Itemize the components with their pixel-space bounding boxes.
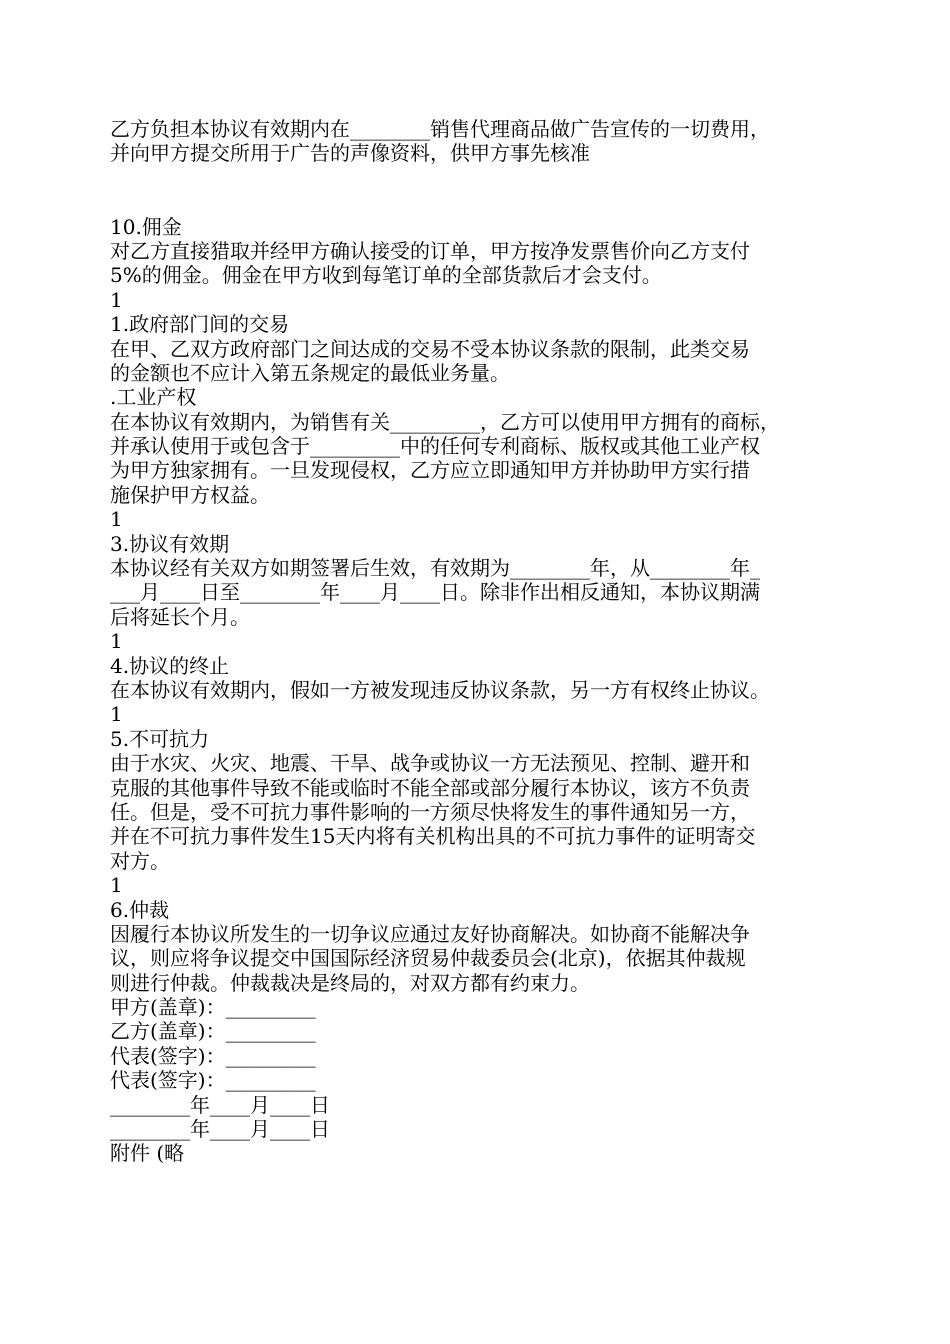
text-line: 由于水灾、火灾、地震、干旱、战争或协议一方无法预见、控制、避开和 bbox=[110, 751, 750, 776]
text-line: 5%的佣金。佣金在甲方收到每笔订单的全部货款后才会支付。 bbox=[110, 263, 662, 288]
section-heading: 5.不可抗力 bbox=[110, 726, 210, 751]
document-page bbox=[110, 117, 850, 1166]
attachment-note: 附件 (略 bbox=[110, 1141, 185, 1166]
text-line: 的金额也不应计入第五条规定的最低业务量。 bbox=[110, 360, 510, 385]
text-line: 克服的其他事件导致不能或临时不能全部或部分履行本协议，该方不负责 bbox=[110, 775, 750, 800]
text-line: 本协议经有关双方如期签署后生效，有效期为________年，从________年_ bbox=[110, 556, 760, 581]
section-heading: 1.政府部门间的交易 bbox=[110, 312, 290, 337]
text-line: 因履行本协议所发生的一切争议应通过友好协商解决。如协商不能解决争 bbox=[110, 921, 750, 946]
page-number-marker: 1 bbox=[110, 507, 123, 532]
section-heading: .工业产权 bbox=[110, 385, 197, 410]
text-line: 后将延长个月。 bbox=[110, 604, 250, 629]
text-line: 并向甲方提交所用于广告的声像资料，供甲方事先核准 bbox=[110, 141, 590, 166]
date-line: ________年____月____日 bbox=[110, 1092, 330, 1117]
text-line: 在本协议有效期内，为销售有关_________，乙方可以使用甲方拥有的商标， bbox=[110, 409, 780, 434]
text-line: 并承认使用于或包含于_________中的任何专利商标、版权或其他工业产权 bbox=[110, 434, 760, 459]
section-heading: 4.协议的终止 bbox=[110, 653, 230, 678]
signature-line-party-b: 乙方(盖章)：_________ bbox=[110, 1019, 316, 1044]
page-number-marker: 1 bbox=[110, 702, 123, 727]
section-heading: 3.协议有效期 bbox=[110, 531, 230, 556]
signature-line-representative: 代表(签字)：_________ bbox=[110, 1043, 316, 1068]
text-line: 乙方负担本协议有效期内在________销售代理商品做广告宣传的一切费用， bbox=[110, 117, 770, 141]
section-heading: 6.仲裁 bbox=[110, 897, 170, 922]
text-line: 议，则应将争议提交中国国际经济贸易仲裁委员会(北京)，依据其仲裁规 bbox=[110, 946, 746, 971]
text-line: 对方。 bbox=[110, 848, 170, 873]
signature-line-party-a: 甲方(盖章)：_________ bbox=[110, 995, 316, 1020]
text-line: 则进行仲裁。仲裁裁决是终局的，对双方都有约束力。 bbox=[110, 970, 590, 995]
text-line: 对乙方直接猎取并经甲方确认接受的订单，甲方按净发票售价向乙方支付 bbox=[110, 238, 750, 263]
page-number-marker: 1 bbox=[110, 287, 123, 312]
text-line: 并在不可抗力事件发生15天内将有关机构出具的不可抗力事件的证明寄交 bbox=[110, 824, 756, 849]
paragraph-gap bbox=[110, 166, 850, 215]
signature-line-representative: 代表(签字)：_________ bbox=[110, 1068, 316, 1093]
text-line: 任。但是，受不可抗力事件影响的一方须尽快将发生的事件通知另一方， bbox=[110, 799, 750, 824]
page-number-marker: 1 bbox=[110, 629, 123, 654]
page-number-marker: 1 bbox=[110, 873, 123, 898]
text-line: ___月____日至________年____月____日。除非作出相反通知，本协议期满 bbox=[110, 580, 760, 605]
text-line: 施保护甲方权益。 bbox=[110, 482, 270, 507]
date-line: ________年____月____日 bbox=[110, 1117, 330, 1142]
section-heading: 10.佣金 bbox=[110, 214, 182, 239]
text-line: 为甲方独家拥有。一旦发现侵权，乙方应立即通知甲方并协助甲方实行措 bbox=[110, 458, 750, 483]
text-line: 在甲、乙双方政府部门之间达成的交易不受本协议条款的限制，此类交易 bbox=[110, 336, 750, 361]
text-line: 在本协议有效期内，假如一方被发现违反协议条款，另一方有权终止协议。 bbox=[110, 678, 770, 702]
